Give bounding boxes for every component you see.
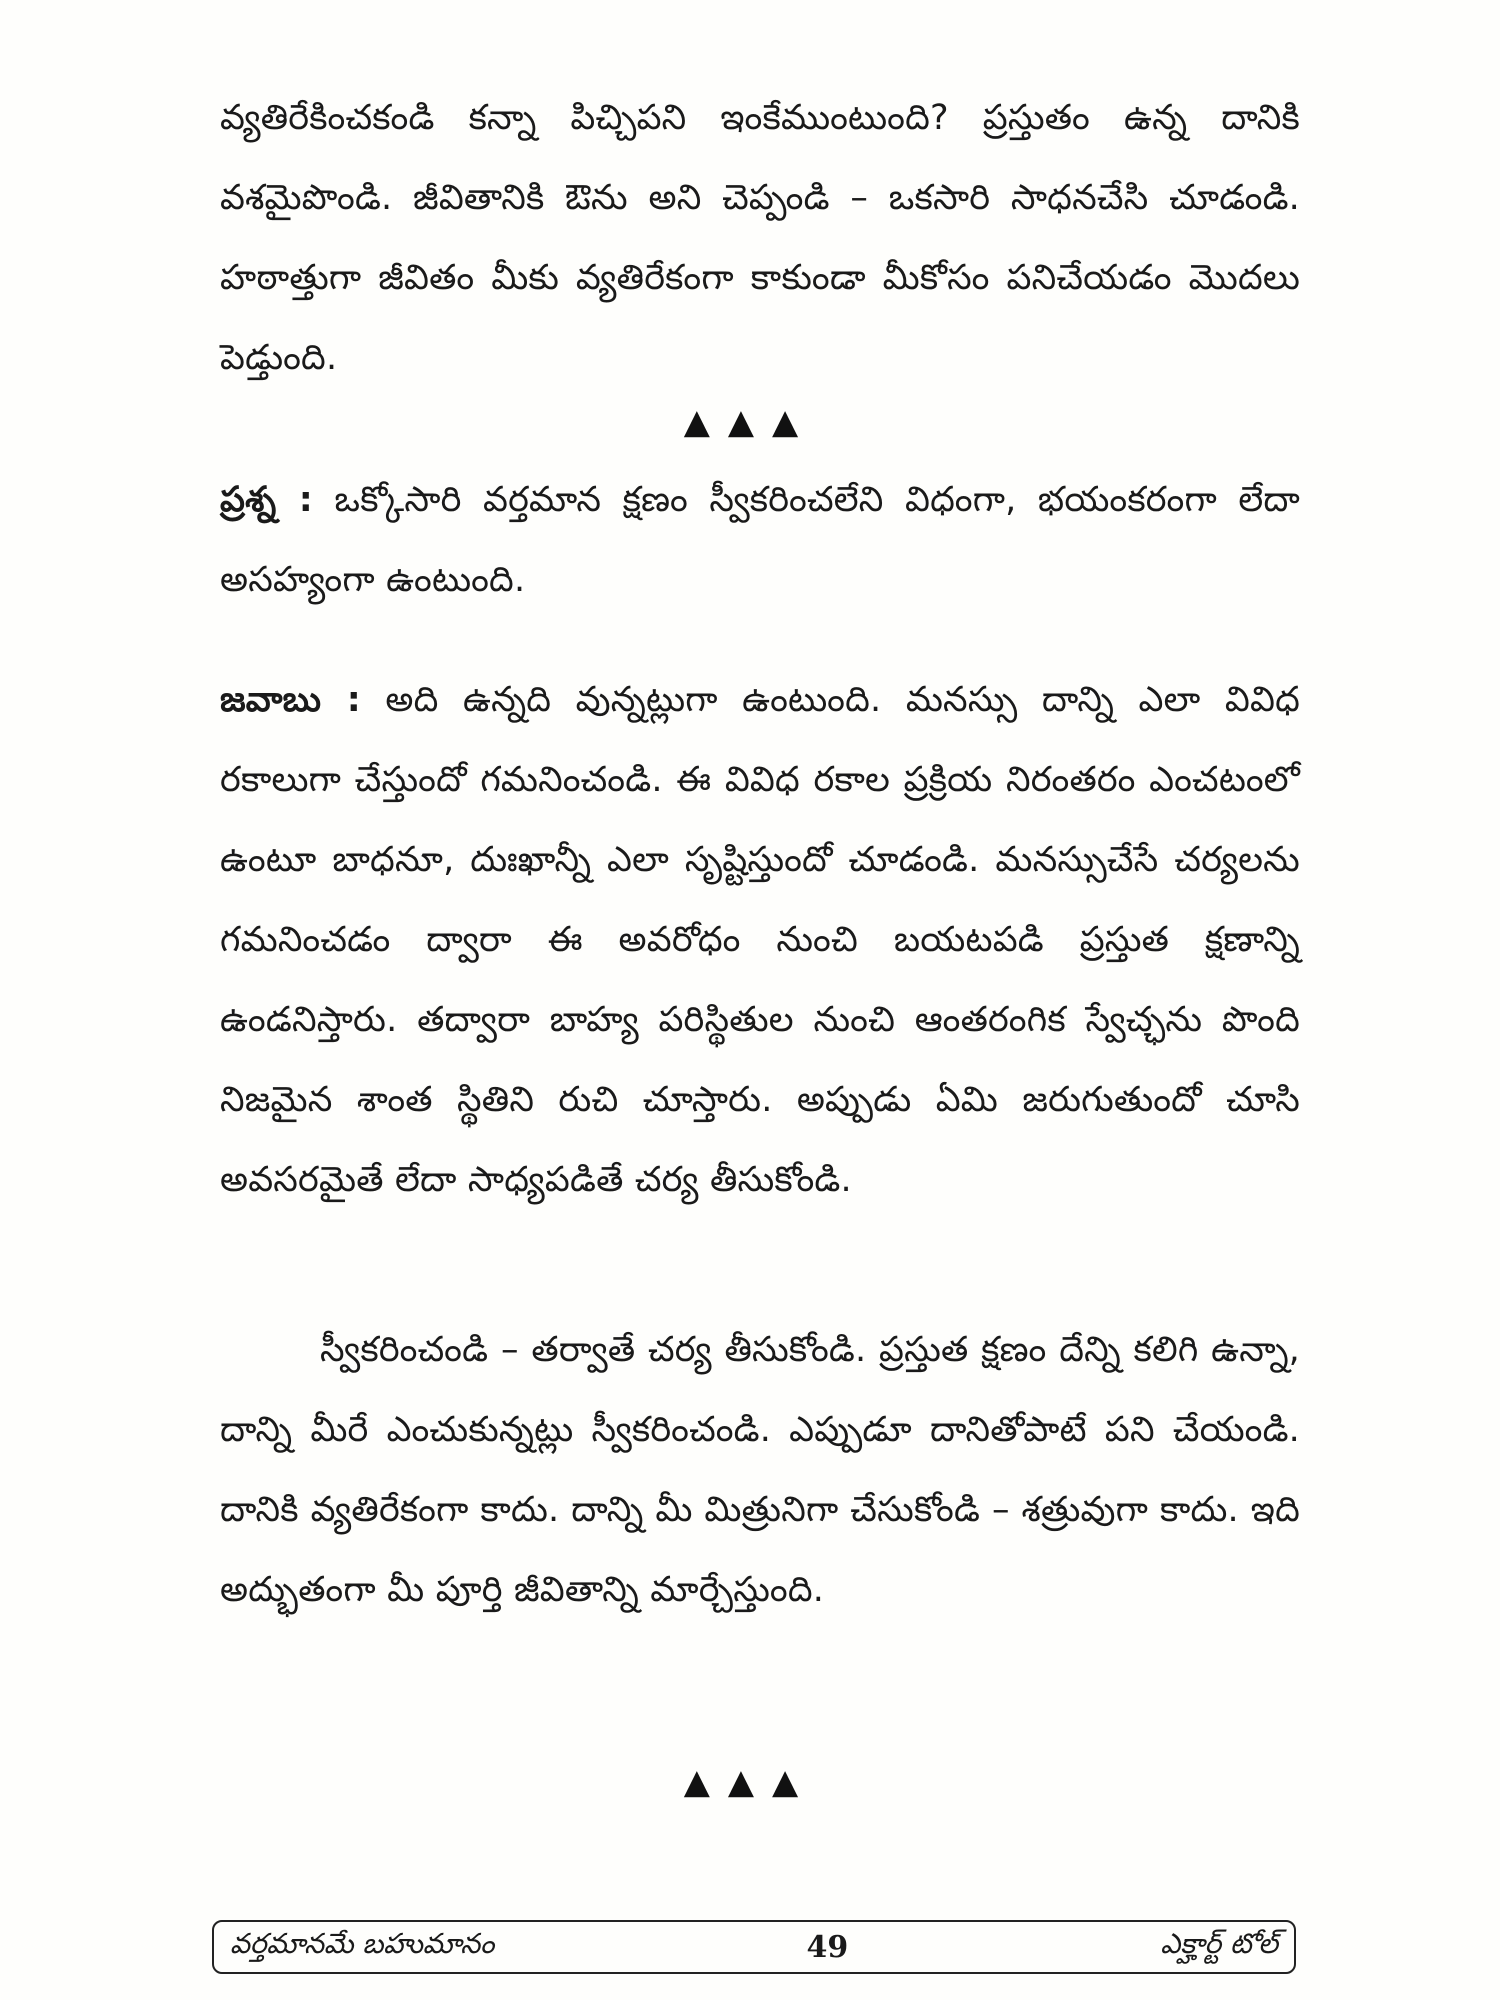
section-divider-2: ▲▲▲ [683,1762,817,1802]
section-divider-1: ▲▲▲ [683,402,817,442]
footer-book-title: వర్తమానమే బహుమానం [230,1927,495,1960]
final-paragraph: స్వీకరించండి – తర్వాతే చర్య తీసుకోండి. ప్రస్తుత క్షణం దేన్ని కలిగి ఉన్నా, దాన్ని మీరే ఎంచుకున్నట్లు స్వీకరించండి. ఎప్పుడూ దానితోపాటే పని చేయండి. దానికి వ్యతిరేకంగా కాదు. దాన్ని మీ మిత్రునిగా చేసుకోండి – శత్రువుగా కాదు. ఇది అద్భుతంగా మీ పూర్తి జీవితాన్ని మార్చేస్తుంది. [220,1330,1300,1610]
answer-block [220,660,1300,1220]
question-text: ఒక్కోసారి వర్తమాన క్షణం స్వీకరించలేని విధంగా, భయంకరంగా లేదా అసహ్యంగా ఉంటుంది. [220,480,1300,600]
answer-text: అది ఉన్నది వున్నట్లుగా ఉంటుంది. మనస్సు దాన్ని ఎలా వివిధ రకాలుగా చేస్తుందో గమనించండి. ఈ వివిధ రకాల ప్రక్రియ నిరంతరం ఎంచటంలో ఉంటూ బాధనూ, దుఃఖాన్నీ ఎలా సృష్టిస్తుందో చూడండి. మనస్సుచేసే చర్యలను గమనించడం ద్వారా ఈ అవరోధం నుంచి బయటపడి ప్రస్తుత క్షణాన్ని ఉండనిస్తారు. తద్వారా బాహ్య పరిస్థితుల నుంచి ఆంతరంగిక స్వేచ్ఛను పొంది నిజమైన శాంత స్థితిని రుచి చూస్తారు. అప్పుడు ఏమి జరుగుతుందో చూసి అవసరమైతే లేదా సాధ్యపడితే చర్య తీసుకోండి. [220,680,1300,1200]
page-footer [212,1920,1296,1974]
question-label: ప్రశ్న : [220,480,313,520]
question-block [220,460,1300,620]
final-paragraph-block [220,1310,1300,1630]
question-paragraph [220,460,1300,620]
footer-author: ఎక్హార్ట్ టోల్ [1160,1927,1278,1960]
intro-paragraph-block [220,78,1300,398]
answer-label: జవాబు : [220,680,361,720]
intro-paragraph: వ్యతిరేకించకండి కన్నా పిచ్చిపని ఇంకేముంటుంది? ప్రస్తుతం ఉన్న దానికి వశమైపొండి. జీవితానికి ఔను అని చెప్పండి – ఒకసారి సాధనచేసి చూడండి. హఠాత్తుగా జీవితం మీకు వ్యతిరేకంగా కాకుండా మీకోసం పనిచేయడం మొదలు పెడ్తుంది. [220,98,1300,378]
footer-page-number: 49 [806,1929,849,1965]
answer-paragraph [220,660,1300,1220]
